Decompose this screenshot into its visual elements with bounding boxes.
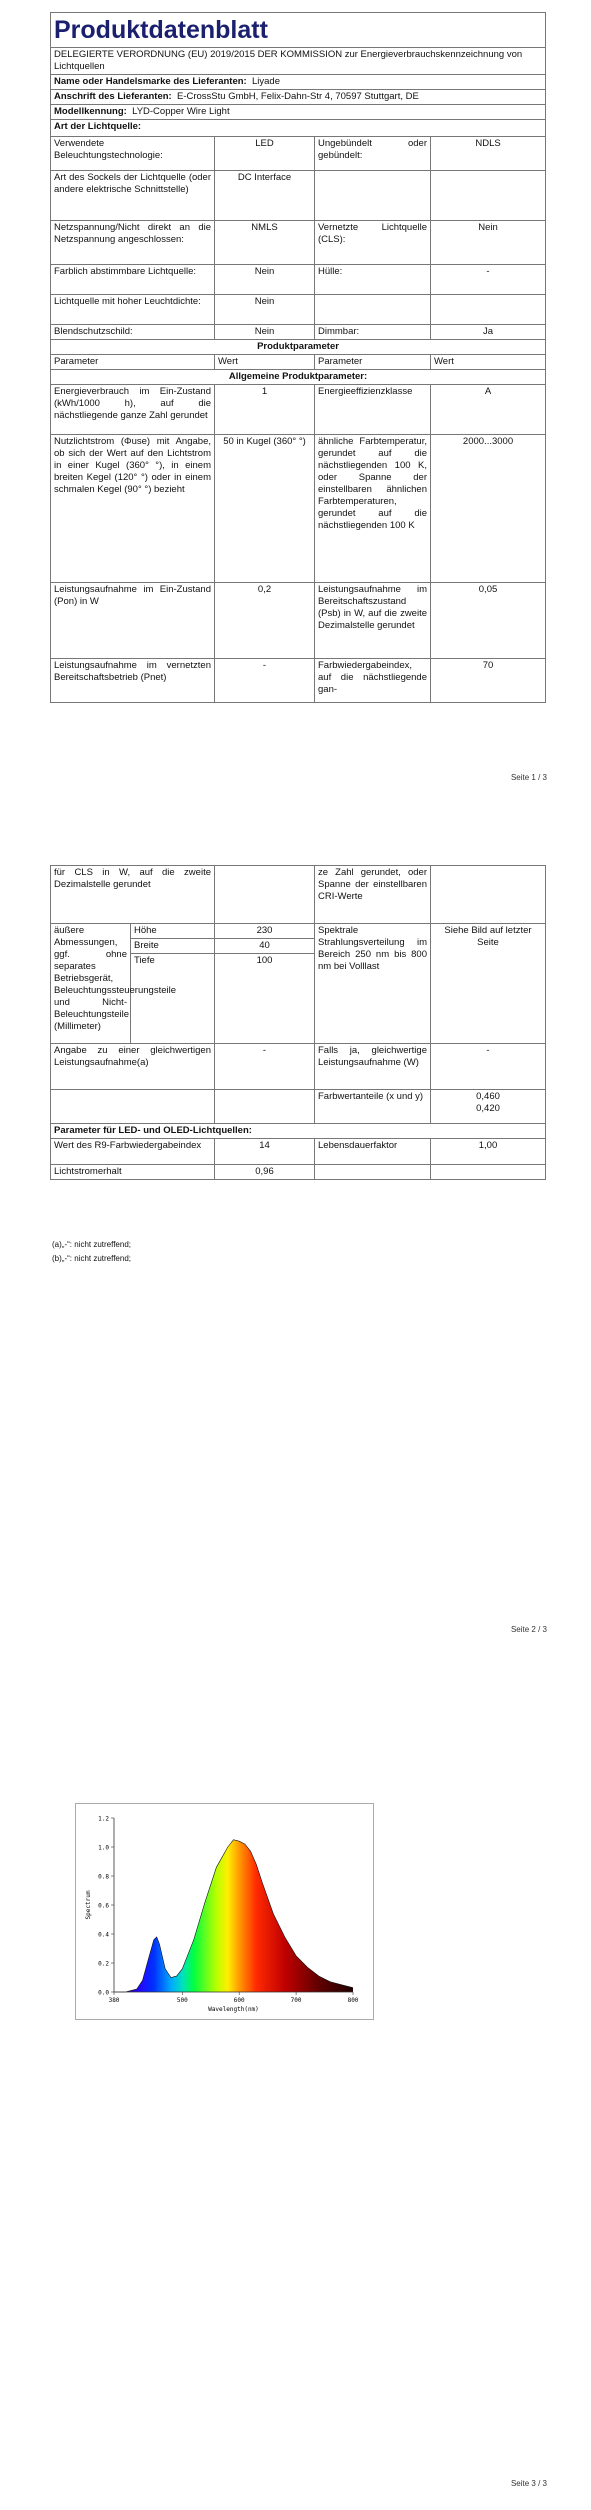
supplier-address-row — [51, 90, 546, 105]
param-label: ähnliche Farbtemperatur, gerundet auf die nächstliegenden 100 K, oder Spanne der einstellbaren ähnlichen Farbtemperaturen, gerundet auf die nächstliegenden 100 K — [315, 435, 431, 583]
param-label: Leistungsaufnahme im Ein-Zustand (Pon) in W — [51, 583, 215, 659]
param-value: - — [431, 265, 546, 295]
param-label: Leistungsaufnahme im vernetzten Bereitschaftsbetrieb (Pnet) — [51, 659, 215, 703]
x-tick-label: 380 — [108, 1997, 120, 2004]
r9-label: Wert des R9-Farbwiedergabeindex — [51, 1139, 215, 1165]
spectrum-chart — [75, 1803, 374, 2020]
y-tick-label: 1.0 — [98, 1844, 109, 1852]
r9-value: 14 — [215, 1139, 315, 1165]
empty-cell — [315, 1165, 431, 1180]
param-value: Nein — [431, 221, 546, 265]
led-parameters-header: Parameter für LED- und OLED-Lichtquellen: — [51, 1124, 546, 1139]
life-factor-label: Lebensdauerfaktor — [315, 1139, 431, 1165]
param-value: 2000...3000 — [431, 435, 546, 583]
page-number: Seite 3 / 3 — [510, 2479, 547, 2488]
param-label: Blendschutzschild: — [51, 325, 215, 340]
y-tick-label: 0.6 — [98, 1902, 109, 1910]
dimension-height-label: Höhe — [131, 924, 215, 939]
document-title: Produktdatenblatt — [51, 13, 546, 48]
chromaticity-label: Farbwertanteile (x und y) — [315, 1090, 431, 1124]
param-value: Nein — [215, 295, 315, 325]
param-label-continued: ze Zahl gerundet, oder Spanne der einstellbaren CRI-Werte — [315, 866, 431, 924]
empty-cell — [51, 1090, 215, 1124]
column-header-parameter: Parameter — [51, 355, 215, 370]
y-tick-label: 0.0 — [98, 1989, 109, 1997]
page-number: Seite 1 / 3 — [510, 773, 547, 782]
footnote-b: (b)„-“: nicht zutreffend; — [52, 1254, 131, 1263]
supplier-address-value: E-CrossStu GmbH, Felix-Dahn-Str 4, 70597 Stuttgart, DE — [177, 91, 419, 102]
spectrum-chart-svg — [76, 1804, 373, 2019]
general-parameters-header: Allgemeine Produktparameter: — [51, 370, 546, 385]
page-1 — [50, 12, 545, 703]
x-axis-label: Wavelength(nm) — [208, 2006, 259, 2013]
dimensions-label: äußere Abmessungen, ggf. ohne separates Betriebsgerät, Beleuchtungssteuerungsteile und Nicht-Beleuchtungsteile (Millimeter) — [51, 924, 131, 1044]
dimension-width-label: Breite — [131, 939, 215, 954]
param-label-continued: für CLS in W, auf die zweite Dezimalstelle gerundet — [51, 866, 215, 924]
param-label: Verwendete Beleuchtungstechnologie: — [51, 137, 215, 171]
param-label: Art des Sockels der Lichtquelle (oder andere elektrische Schnittstelle) — [51, 171, 215, 221]
param-value: DC Interface — [215, 171, 315, 221]
life-factor-value: 1,00 — [431, 1139, 546, 1165]
param-label: Energieeffizienzklasse — [315, 385, 431, 435]
param-label — [315, 171, 431, 221]
lumen-maintenance-value: 0,96 — [215, 1165, 315, 1180]
param-label: Leistungsaufnahme im Bereitschaftszustand (Psb) in W, auf die zweite Dezimalstelle gerundet — [315, 583, 431, 659]
x-tick-label: 800 — [347, 1997, 359, 2004]
y-tick-label: 1.2 — [98, 1815, 109, 1823]
empty-cell — [431, 866, 546, 924]
supplier-name-label: Name oder Handelsmarke des Lieferanten: — [54, 76, 247, 87]
page-2 — [50, 865, 545, 1180]
param-value: NDLS — [431, 137, 546, 171]
dimension-depth-label: Tiefe — [131, 954, 215, 1044]
param-value: 50 in Kugel (360° °) — [215, 435, 315, 583]
empty-cell — [215, 866, 315, 924]
param-label: Farbwiedergabeindex, auf die nächstliegende gan- — [315, 659, 431, 703]
y-tick-label: 0.8 — [98, 1873, 109, 1881]
param-value: Nein — [215, 265, 315, 295]
supplier-name-row — [51, 75, 546, 90]
equiv-power-label: Angabe zu einer gleichwertigen Leistungsaufnahme(a) — [51, 1044, 215, 1090]
product-parameters-header: Produktparameter — [51, 340, 546, 355]
param-value: - — [215, 659, 315, 703]
param-label: Hülle: — [315, 265, 431, 295]
param-value: LED — [215, 137, 315, 171]
spectral-distribution-label: Spektrale Strahlungsverteilung im Bereich 250 nm bis 800 nm bei Volllast — [315, 924, 431, 1044]
dimension-depth-value: 100 — [215, 954, 315, 1044]
param-value — [431, 295, 546, 325]
chromaticity-x: 0,460 — [476, 1091, 500, 1102]
spectral-distribution-value: Siehe Bild auf letzter Seite — [431, 924, 546, 1044]
datasheet-table-page2 — [50, 865, 546, 1180]
param-value: 70 — [431, 659, 546, 703]
param-label: Energieverbrauch im Ein-Zustand (kWh/1000 h), auf die nächstliegende ganze Zahl gerundet — [51, 385, 215, 435]
model-row — [51, 105, 546, 120]
light-source-type-header: Art der Lichtquelle: — [51, 120, 546, 137]
supplier-name-value: Liyade — [252, 76, 280, 87]
spectrum-area — [114, 1840, 353, 1992]
y-tick-label: 0.2 — [98, 1960, 109, 1968]
param-value: NMLS — [215, 221, 315, 265]
model-label: Modellkennung: — [54, 106, 127, 117]
chromaticity-y: 0,420 — [476, 1103, 500, 1114]
param-label: Dimmbar: — [315, 325, 431, 340]
empty-cell — [215, 1090, 315, 1124]
page-number: Seite 2 / 3 — [510, 1625, 547, 1634]
param-value — [431, 171, 546, 221]
regulation-text: DELEGIERTE VERORDNUNG (EU) 2019/2015 DER KOMMISSION zur Energieverbrauchskennzeichnung von Lichtquellen — [51, 48, 546, 75]
param-value: Ja — [431, 325, 546, 340]
param-label: Lichtquelle mit hoher Leuchtdichte: — [51, 295, 215, 325]
supplier-address-label: Anschrift des Lieferanten: — [54, 91, 172, 102]
chromaticity-value — [431, 1090, 546, 1124]
param-label — [315, 295, 431, 325]
param-value: 1 — [215, 385, 315, 435]
x-tick-label: 500 — [176, 1997, 188, 2004]
param-value: 0,05 — [431, 583, 546, 659]
param-value: 0,2 — [215, 583, 315, 659]
dimension-height-value: 230 — [215, 924, 315, 939]
param-value: A — [431, 385, 546, 435]
param-label: Vernetzte Lichtquelle (CLS): — [315, 221, 431, 265]
column-header-value: Wert — [215, 355, 315, 370]
lumen-maintenance-label: Lichtstromerhalt — [51, 1165, 215, 1180]
param-label: Ungebündelt oder gebündelt: — [315, 137, 431, 171]
model-value: LYD-Copper Wire Light — [132, 106, 230, 117]
y-tick-label: 0.4 — [98, 1931, 109, 1939]
empty-cell — [431, 1165, 546, 1180]
equiv-power-watt-value: - — [431, 1044, 546, 1090]
column-header-value: Wert — [431, 355, 546, 370]
param-label: Nutzlichtstrom (Φuse) mit Angabe, ob sich der Wert auf den Lichtstrom in einer Kugel (360° °), in einem breiten Kegel (120° °) oder in einem schmalen Kegel (90° °) bezieht — [51, 435, 215, 583]
footnote-a: (a)„-“: nicht zutreffend; — [52, 1240, 131, 1249]
param-label: Netzspannung/Nicht direkt an die Netzspannung angeschlossen: — [51, 221, 215, 265]
equiv-power-watt-label: Falls ja, gleichwertige Leistungsaufnahme (W) — [315, 1044, 431, 1090]
datasheet-table-page1 — [50, 12, 546, 703]
param-value: Nein — [215, 325, 315, 340]
x-tick-label: 700 — [290, 1997, 302, 2004]
x-tick-label: 600 — [233, 1997, 245, 2004]
dimension-width-value: 40 — [215, 939, 315, 954]
param-label: Farblich abstimmbare Lichtquelle: — [51, 265, 215, 295]
y-axis-label: Spectrum — [85, 1890, 92, 1920]
column-header-parameter: Parameter — [315, 355, 431, 370]
equiv-power-value: - — [215, 1044, 315, 1090]
